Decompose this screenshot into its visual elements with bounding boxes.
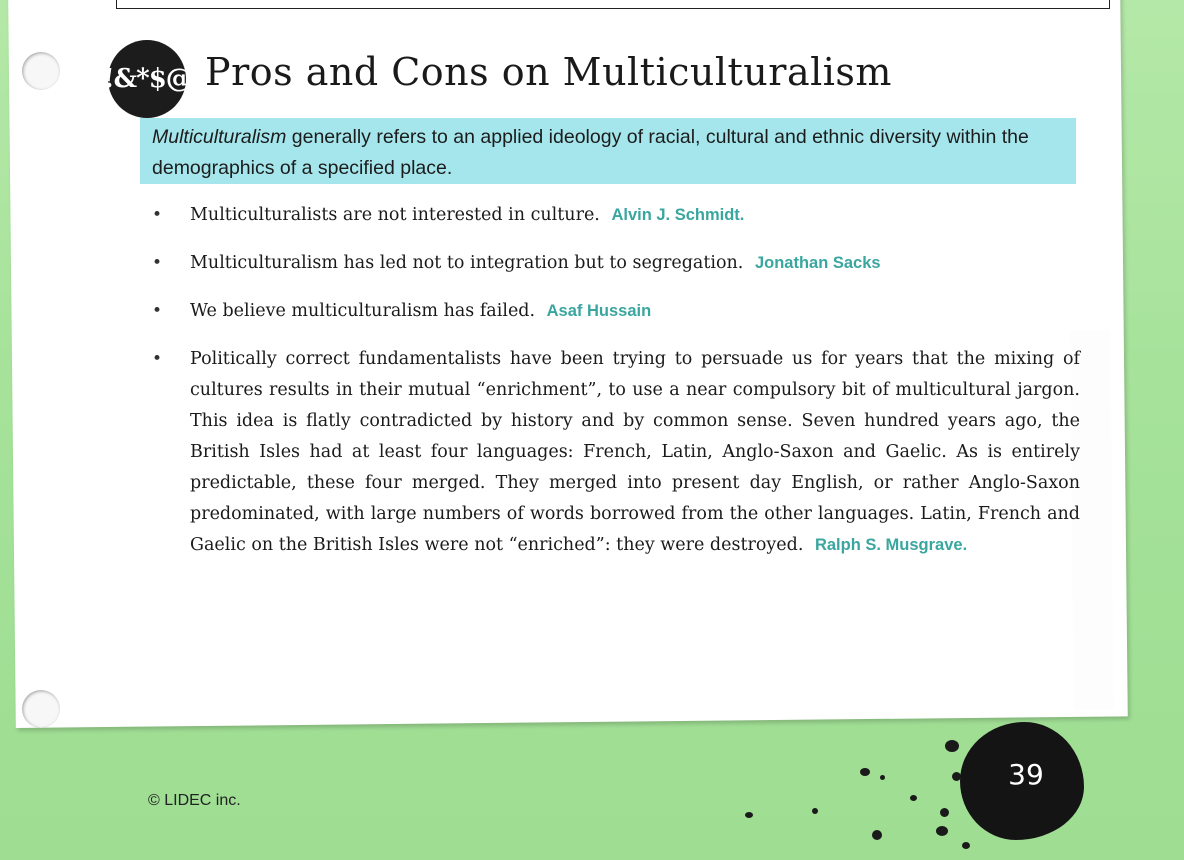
list-item [150, 296, 1080, 327]
symbols-logo-icon [103, 40, 191, 118]
bullet-icon: • [152, 253, 163, 273]
ink-speck [940, 808, 949, 817]
quote-text: Multiculturalism has led not to integration but to segregation. [190, 253, 744, 273]
logo-text: !&*$@ [103, 64, 191, 94]
definition-term: Multiculturalism [152, 126, 287, 148]
quote-text: We believe multiculturalism has failed. [190, 301, 536, 321]
ink-speck [872, 830, 882, 840]
punch-hole-icon [22, 52, 60, 90]
bullet-icon: • [152, 205, 163, 225]
list-item [150, 344, 1080, 561]
page-title: Pros and Cons on Multiculturalism [205, 50, 892, 94]
quote-author: Asaf Hussain [546, 302, 652, 320]
quote-author: Ralph S. Musgrave. [814, 536, 968, 554]
ink-speck [962, 842, 970, 849]
bullet-icon: • [152, 349, 163, 369]
punch-hole-icon [22, 690, 60, 728]
page-number: 39 [1008, 758, 1044, 791]
ink-speck [952, 772, 961, 781]
bullet-icon: • [152, 301, 163, 321]
quote-text: Multiculturalists are not interested in culture. [190, 205, 600, 225]
ink-speck [745, 812, 753, 818]
ink-speck [936, 826, 948, 836]
ink-speck [860, 768, 870, 776]
ink-speck [945, 740, 959, 752]
quote-text: Politically correct fundamentalists have been trying to persuade us for years that the mixing of cultures results in their mutual “enrichment”, to use a near compulsory bit of multicultural jargon. This idea is flatly contradicted by history and by common sense. Seven hundred years ago, the British Isles had at least four languages: French, Latin, Anglo-Saxon and Gaelic. As is entirely predictable, these four merged. They merged into present day English, or rather Anglo-Saxon predominated, with large numbers of words borrowed from the other languages. Latin, French and Gaelic on the British Isles were not “enriched”: they were destroyed. [190, 349, 1080, 555]
list-item [150, 200, 1080, 231]
list-item [150, 248, 1080, 279]
ink-speck [880, 775, 885, 780]
definition [152, 122, 1072, 184]
quote-author: Alvin J. Schmidt. [611, 206, 745, 224]
definition-text: generally refers to an applied ideology of racial, cultural and ethnic diversity within the demographics of a specified place. [152, 126, 1029, 179]
quote-author: Jonathan Sacks [754, 254, 881, 272]
copyright: © LIDEC inc. [148, 792, 241, 809]
ink-speck [812, 808, 818, 814]
ink-speck [910, 795, 917, 801]
quote-list [150, 200, 1080, 578]
top-frame [116, 0, 1110, 9]
